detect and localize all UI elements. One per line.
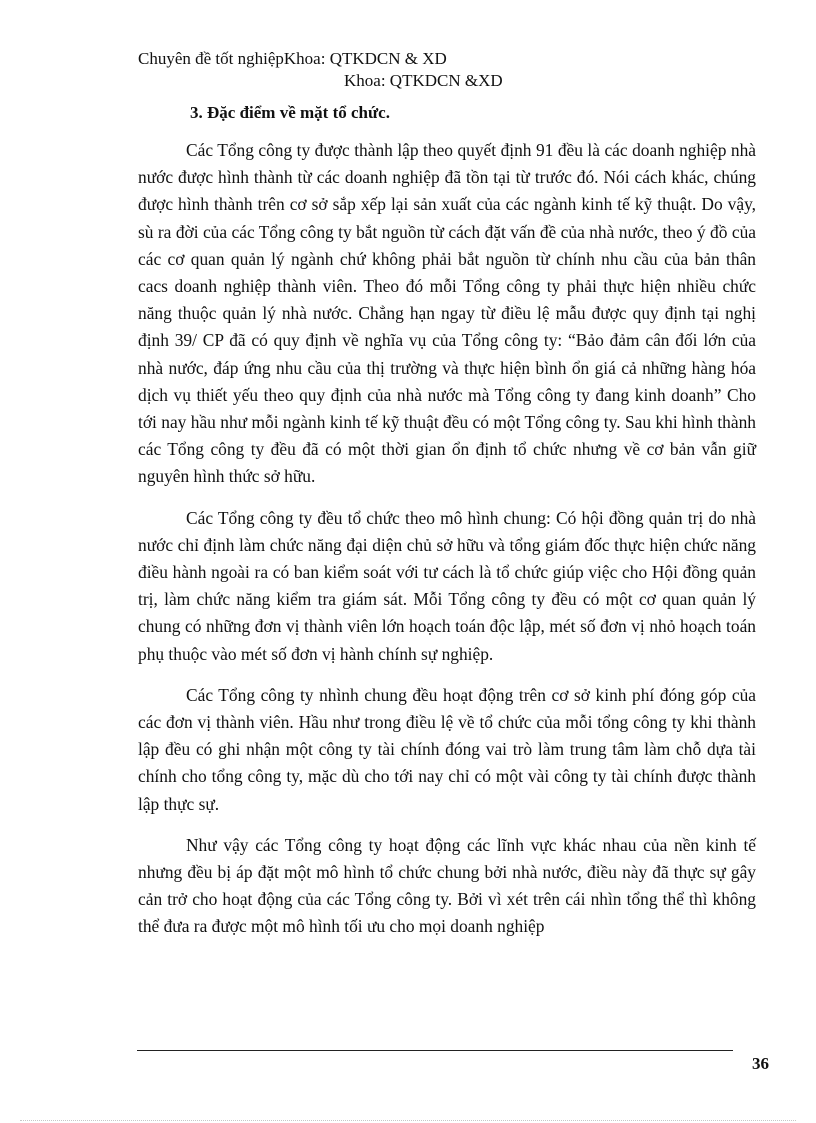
running-header-faculty: Khoa: QTKDCN &XD [344,71,503,90]
paragraph-1: Các Tổng công ty được thành lập theo quyết định 91 đều là các doanh nghiệp nhà nước được hình thành từ các doanh nghiệp đã tồn tại từ trước đó. Nói cách khác, chúng được hình thành trên cơ sở sắp xếp lại sản xuất của các ngành kinh tế kỹ thuật. Do vậy, sù ra đời của các Tổng công ty bắt nguồn từ cách đặt vấn đề của nhà nước, theo ý đồ của các cơ quan quản lý ngành chứ không phải bắt nguồn từ chính nhu cầu của bản thân cacs doanh nghiệp thành viên. Theo đó mỗi Tổng công ty phải thực hiện nhiều chức năng thuộc quản lý nhà nước. Chẳng hạn ngay từ điều lệ mẫu được quy định tại nghị định 39/ CP đã có quy định về nghĩa vụ của Tổng công ty: “Bảo đảm cân đối lớn của nhà nước, đáp ứng nhu cầu của thị trường và thực hiện bình ổn giá cả những hàng hóa dịch vụ thiết yếu theo quy định của nhà nước mà Tổng công ty đang kinh doanh” Cho tới nay hầu như mỗi ngành kinh tế kỹ thuật đều có một Tổng công ty. Sau khi hình thành các Tổng công ty đều đã có một thời gian ổn định tổ chức nhưng về cơ bản vẫn giữ nguyên hình thức sở hữu. [138,140,756,487]
paragraph-3: Các Tổng công ty nhình chung đều hoạt động trên cơ sở kinh phí đóng góp của các đơn vị thành viên. Hầu như trong điều lệ về tổ chức của mỗi tổng công ty khi thành lập đều có ghi nhận một công ty tài chính đóng vai trò làm trung tâm làm chỗ dựa tài chính cho tổng công ty, mặc dù cho tới nay chỉ có một vài công ty tài chính được thành lập thực sự. [138,684,756,814]
page-number: 36 [752,1054,769,1073]
paragraph-2: Các Tổng công ty đều tổ chức theo mô hình chung: Có hội đồng quản trị do nhà nước chỉ định làm chức năng đại diện chủ sở hữu và tổng giám đốc thực hiện chức năng điều hành ngoài ra có ban kiểm soát với tư cách là tổ chức giúp việc cho Hội đồng quản trị, làm chức năng kiểm tra giám sát. Mỗi Tổng công ty đều có một cơ quan quản lý chung có những đơn vị thành viên lớn hoạch toán độc lập, mét số đơn vị nhỏ hoạch toán phụ thuộc vào mét số đơn vị hành chính sự nghiệp. [138,507,756,664]
body-text [138,137,756,955]
page-edge-divider [20,1120,796,1121]
footer-divider [137,1050,733,1051]
paragraph-4: Như vậy các Tổng công ty hoạt động các lĩnh vực khác nhau của nền kinh tế nhưng đều bị áp đặt một mô hình tổ chức chung bởi nhà nước, điều này đã thực sự gây cản trở cho hoạt động của các Tổng công ty. Bởi vì xét trên cái nhìn tổng thể thì không thể đưa ra được một mô hình tối ưu cho mọi doanh nghiệp [138,834,756,937]
section-heading: 3. Đặc điểm về mặt tổ chức. [190,103,390,122]
running-header: Chuyên đề tốt nghiệpKhoa: QTKDCN & XD [138,49,447,68]
